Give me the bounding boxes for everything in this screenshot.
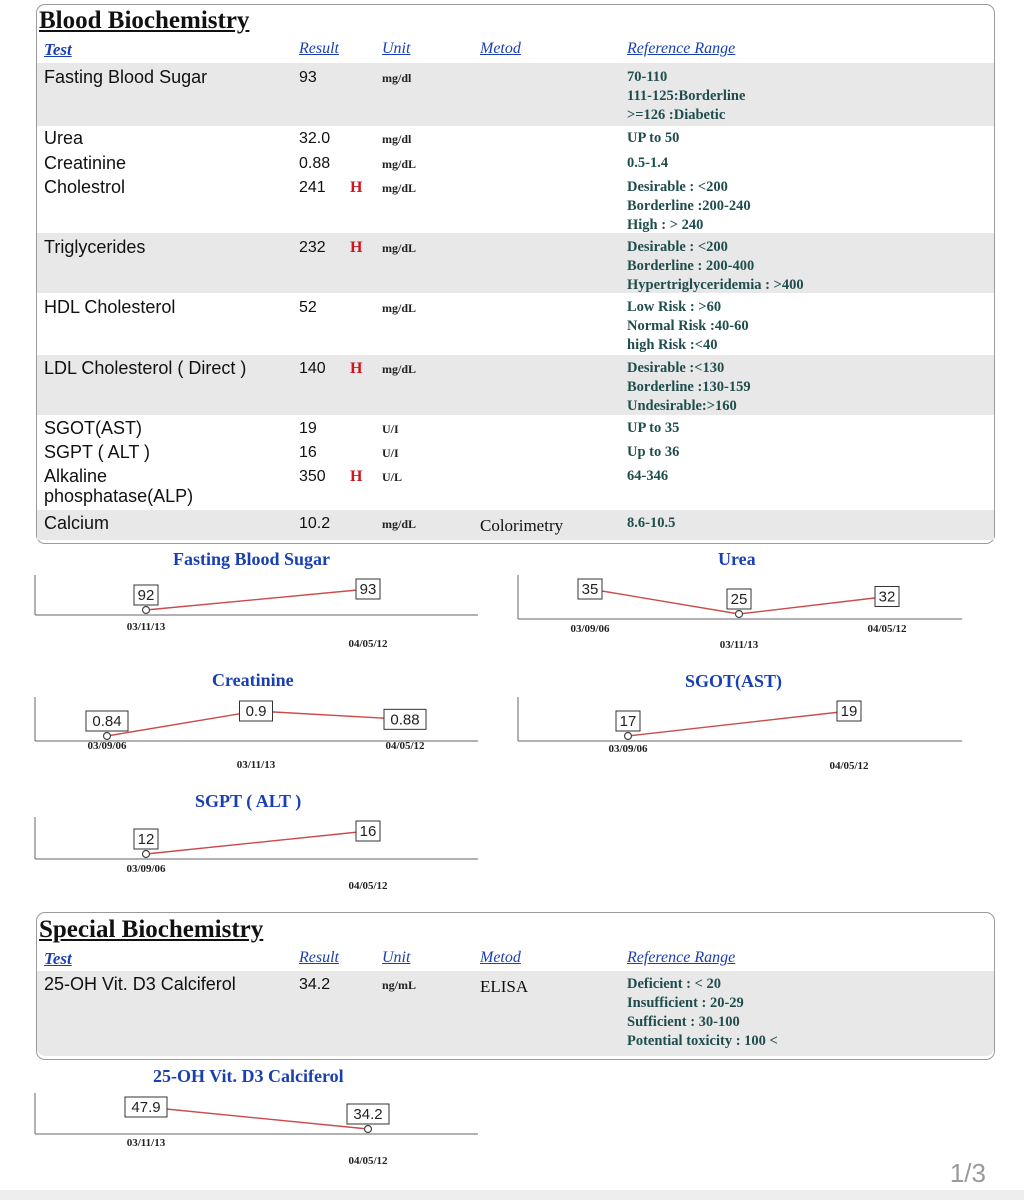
test-name: LDL Cholesterol ( Direct ) bbox=[44, 358, 247, 378]
x-tick-label: 03/11/13 bbox=[126, 621, 166, 633]
result-value: 32.0 bbox=[299, 130, 331, 147]
ref-line: Borderline : 200-400 bbox=[627, 258, 755, 274]
unit: ng/mL bbox=[382, 978, 417, 992]
ref-line: UP to 35 bbox=[627, 420, 680, 436]
x-tick-label: 04/05/12 bbox=[348, 638, 388, 650]
chart-title: SGOT(AST) bbox=[685, 671, 783, 691]
result-value: 140 bbox=[299, 360, 326, 377]
ref-line: Hypertriglyceridemia : >400 bbox=[627, 277, 804, 293]
ref-line: Up to 36 bbox=[627, 444, 680, 460]
header-result: Result bbox=[299, 949, 339, 966]
ref-line: 111-125:Borderline bbox=[627, 88, 746, 104]
result-value: 19 bbox=[299, 420, 317, 437]
test-name: Creatinine bbox=[44, 153, 127, 173]
header-method: Metod bbox=[480, 40, 521, 57]
ref-line: Insufficient : 20-29 bbox=[627, 995, 744, 1011]
unit: mg/dL bbox=[382, 157, 417, 171]
data-label: 0.88 bbox=[390, 711, 420, 729]
result-value: 350 bbox=[299, 468, 326, 485]
header-reference-range: Reference Range bbox=[627, 949, 736, 966]
test-name: Urea bbox=[44, 128, 84, 148]
method: ELISA bbox=[480, 977, 529, 996]
chart-title: Fasting Blood Sugar bbox=[173, 549, 331, 569]
unit: mg/dl bbox=[382, 71, 412, 85]
x-tick-label: 03/11/13 bbox=[719, 639, 759, 651]
data-point bbox=[104, 733, 111, 740]
ref-line: Borderline :130-159 bbox=[627, 379, 751, 395]
x-tick-label: 04/05/12 bbox=[348, 880, 388, 892]
data-point bbox=[143, 851, 150, 858]
result-value: 34.2 bbox=[299, 976, 331, 993]
test-name: HDL Cholesterol bbox=[44, 297, 176, 317]
ref-line: High : > 240 bbox=[627, 217, 704, 233]
reference-range bbox=[627, 975, 778, 1051]
chart-title: 25-OH Vit. D3 Calciferol bbox=[153, 1066, 344, 1086]
test-name: Triglycerides bbox=[44, 237, 146, 257]
series-line bbox=[146, 1107, 368, 1129]
x-tick-label: 04/05/12 bbox=[829, 760, 869, 772]
x-tick-label: 03/09/06 bbox=[570, 623, 610, 635]
x-tick-label: 04/05/12 bbox=[348, 1155, 388, 1167]
unit: mg/dL bbox=[382, 301, 417, 315]
x-tick-label: 04/05/12 bbox=[867, 623, 907, 635]
result-value: 232 bbox=[299, 239, 326, 256]
ref-line: 0.5-1.4 bbox=[627, 155, 669, 171]
data-label: 34.2 bbox=[353, 1106, 383, 1123]
header-test: Test bbox=[44, 949, 72, 968]
test-name: Fasting Blood Sugar bbox=[44, 67, 208, 87]
ref-line: Low Risk : >60 bbox=[627, 299, 722, 315]
data-label: 0.9 bbox=[245, 703, 267, 720]
ref-line: Desirable :<130 bbox=[627, 360, 725, 376]
result-value: 93 bbox=[299, 69, 317, 86]
header-test: Test bbox=[44, 40, 72, 59]
ref-line: >=126 :Diabetic bbox=[627, 107, 726, 123]
x-tick-label: 03/09/06 bbox=[608, 743, 648, 755]
series-line bbox=[146, 831, 368, 854]
ref-line: Deficient : < 20 bbox=[627, 976, 722, 992]
result-value: 52 bbox=[299, 299, 317, 316]
result-value: 241 bbox=[299, 179, 326, 196]
data-point bbox=[365, 1126, 372, 1133]
test-name: Cholestrol bbox=[44, 177, 126, 197]
test-name: SGOT(AST) bbox=[44, 418, 142, 438]
section-title: Blood Biochemistry bbox=[39, 7, 250, 34]
header-reference-range: Reference Range bbox=[627, 40, 736, 57]
result-value: 10.2 bbox=[299, 515, 331, 532]
unit: mg/dL bbox=[382, 517, 417, 531]
x-tick-label: 03/11/13 bbox=[126, 1137, 166, 1149]
x-tick-label: 03/11/13 bbox=[236, 759, 276, 771]
unit: mg/dL bbox=[382, 362, 417, 376]
special-biochemistry-panel bbox=[36, 912, 995, 1060]
data-label: 47.9 bbox=[131, 1099, 161, 1116]
test-name: Alkaline phosphatase(ALP) bbox=[44, 466, 194, 506]
ref-line: Desirable : <200 bbox=[627, 179, 728, 195]
test-name: 25-OH Vit. D3 Calciferol bbox=[44, 974, 236, 994]
high-flag: H bbox=[350, 360, 363, 377]
data-label: 92 bbox=[137, 587, 155, 604]
data-label: 19 bbox=[840, 703, 858, 720]
header-result: Result bbox=[299, 40, 339, 57]
high-flag: H bbox=[350, 468, 363, 485]
data-point bbox=[143, 607, 150, 614]
ref-line: UP to 50 bbox=[627, 130, 680, 146]
chart-title: Creatinine bbox=[212, 670, 294, 690]
unit: mg/dL bbox=[382, 181, 417, 195]
ref-line: 8.6-10.5 bbox=[627, 515, 676, 531]
unit: U/I bbox=[382, 422, 399, 436]
footer-bar bbox=[0, 1190, 1024, 1200]
chart-title: Urea bbox=[718, 549, 756, 569]
data-label: 93 bbox=[359, 581, 377, 598]
ref-line: Desirable : <200 bbox=[627, 239, 728, 255]
header-unit: Unit bbox=[382, 40, 411, 57]
data-label: 12 bbox=[137, 831, 155, 848]
test-name: SGPT ( ALT ) bbox=[44, 442, 151, 462]
test-name: Calcium bbox=[44, 513, 110, 533]
ref-line: 70-110 bbox=[627, 69, 668, 85]
data-point bbox=[625, 733, 632, 740]
unit: mg/dL bbox=[382, 241, 417, 255]
x-tick-label: 03/09/06 bbox=[126, 863, 166, 875]
section-title: Special Biochemistry bbox=[39, 916, 264, 943]
ref-line: Borderline :200-240 bbox=[627, 198, 751, 214]
ref-line: Potential toxicity : 100 < bbox=[627, 1033, 778, 1049]
x-tick-label: 04/05/12 bbox=[385, 740, 425, 752]
data-label: 25 bbox=[730, 591, 748, 608]
method: Colorimetry bbox=[480, 516, 564, 535]
data-label: 0.84 bbox=[92, 713, 122, 730]
chart-title: SGPT ( ALT ) bbox=[195, 791, 302, 811]
page-number: 1/3 bbox=[949, 1158, 986, 1188]
data-label: 17 bbox=[619, 713, 637, 730]
ref-line: Undesirable:>160 bbox=[627, 398, 737, 414]
ref-line: Sufficient : 30-100 bbox=[627, 1014, 740, 1030]
high-flag: H bbox=[350, 239, 363, 256]
data-label: 16 bbox=[359, 823, 377, 840]
header-unit: Unit bbox=[382, 949, 411, 966]
unit: U/L bbox=[382, 470, 403, 484]
data-label: 35 bbox=[581, 581, 599, 598]
series-line bbox=[146, 589, 368, 610]
high-flag: H bbox=[350, 179, 363, 196]
header-method: Metod bbox=[480, 949, 521, 966]
data-label: 32 bbox=[878, 588, 896, 606]
ref-line: high Risk :<40 bbox=[627, 337, 718, 353]
unit: U/I bbox=[382, 446, 399, 460]
x-tick-label: 03/09/06 bbox=[87, 740, 127, 752]
result-value: 16 bbox=[299, 444, 317, 461]
ref-line: Normal Risk :40-60 bbox=[627, 318, 749, 334]
result-value: 0.88 bbox=[299, 155, 331, 172]
unit: mg/dl bbox=[382, 132, 412, 146]
data-point bbox=[736, 611, 743, 618]
series-line bbox=[628, 711, 849, 736]
ref-line: 64-346 bbox=[627, 468, 669, 484]
